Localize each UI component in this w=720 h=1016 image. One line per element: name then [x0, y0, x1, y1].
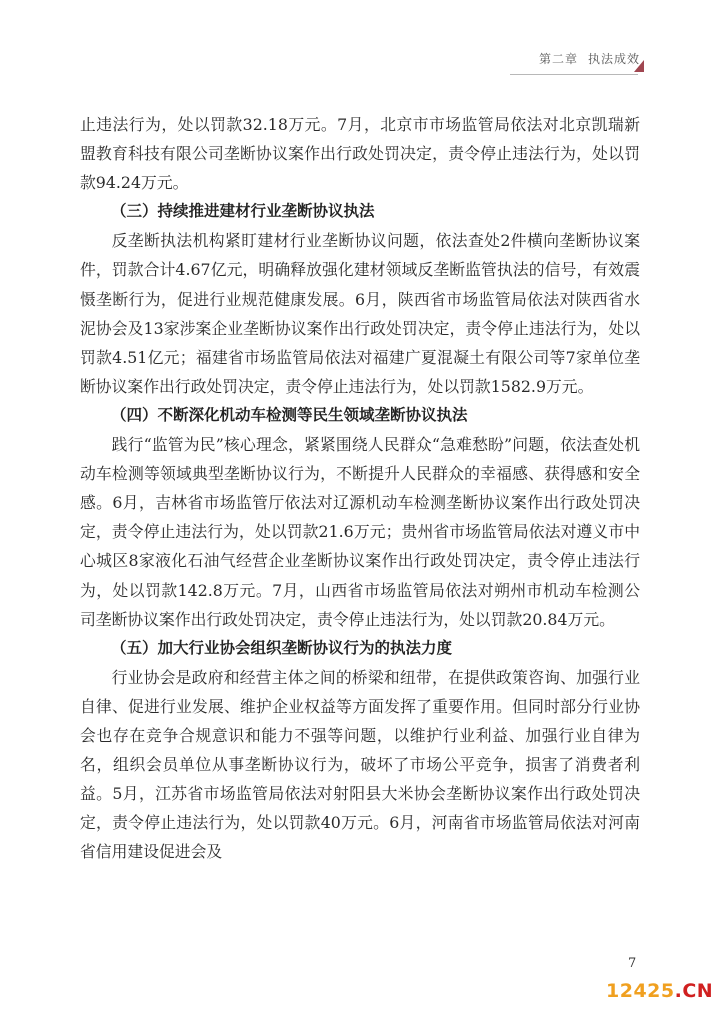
paragraph-vehicle-inspection: 践行“监管为民”核心理念，紧紧围绕人民群众“急难愁盼”问题，依法查处机动车检测等领域典型垄断协议行为，不断提升人民群众的幸福感、获得感和安全感。6月，吉林省市场监管厅依法对辽源机动车检测垄断协议案作出行政处罚决定，责令停止违法行为，处以罚款21.6万元；贵州省市场监管局依法对遵义市中心城区8家液化石油气经营企业垄断协议案作出行政处罚决定，责令停止违法行为，处以罚款142.8万元。7月，山西省市场监管局依法对朔州市机动车检测公司垄断协议案作出行政处罚决定，责令停止违法行为，处以罚款20.84万元。 [80, 435, 640, 629]
watermark-domain: .CN [674, 980, 714, 1002]
section-heading-3: （三）持续推进建材行业垄断协议执法 [111, 202, 375, 221]
body-text [80, 110, 640, 866]
running-header [539, 50, 640, 67]
paragraph-building-materials: 反垄断执法机构紧盯建材行业垄断协议问题，依法查处2件横向垄断协议案件，罚款合计4.67亿元，明确释放强化建材领域反垄断监管执法的信号，有效震慑垄断行为，促进行业规范健康发展。6月，陕西省市场监管局依法对陕西省水泥协会及13家涉案企业垄断协议案作出行政处罚决定，责令停止违法行为，处以罚款4.51亿元；福建省市场监管局依法对福建广夏混凝土有限公司等7家单位垄断协议案作出行政处罚决定，责令停止违法行为，处以罚款1582.9万元。 [80, 231, 640, 396]
header-rule [510, 74, 638, 75]
page-number: 7 [628, 956, 637, 971]
paragraph-industry-associations: 行业协会是政府和经营主体之间的桥梁和纽带，在提供政策咨询、加强行业自律、促进行业发展、维护企业权益等方面发挥了重要作用。但同时部分行业协会也存在竞争合规意识和能力不强等问题，以维护行业利益、加强行业自律为名，组织会员单位从事垄断协议行为，破坏了市场公平竞争，损害了消费者利益。5月，江苏省市场监管局依法对射阳县大米协会垄断协议案作出行政处罚决定，责令停止违法行为，处以罚款40万元。6月，河南省市场监管局依法对河南省信用建设促进会及 [80, 667, 640, 862]
header-chapter: 第二章 [538, 52, 578, 66]
paragraph-continuation: 止违法行为，处以罚款32.18万元。7月，北京市市场监管局依法对北京凯瑞新盟教育科技有限公司垄断协议案作出行政处罚决定，责令停止违法行为，处以罚款94.24万元。 [80, 115, 640, 193]
section-heading-5: （五）加大行业协会组织垄断协议行为的执法力度 [111, 638, 453, 657]
header-section: 执法成效 [587, 52, 640, 66]
section-heading-4: （四）不断深化机动车检测等民生领域垄断协议执法 [111, 405, 468, 424]
header-corner-mark [634, 60, 644, 72]
site-watermark [606, 980, 713, 1002]
watermark-number: 12425 [606, 980, 675, 1002]
